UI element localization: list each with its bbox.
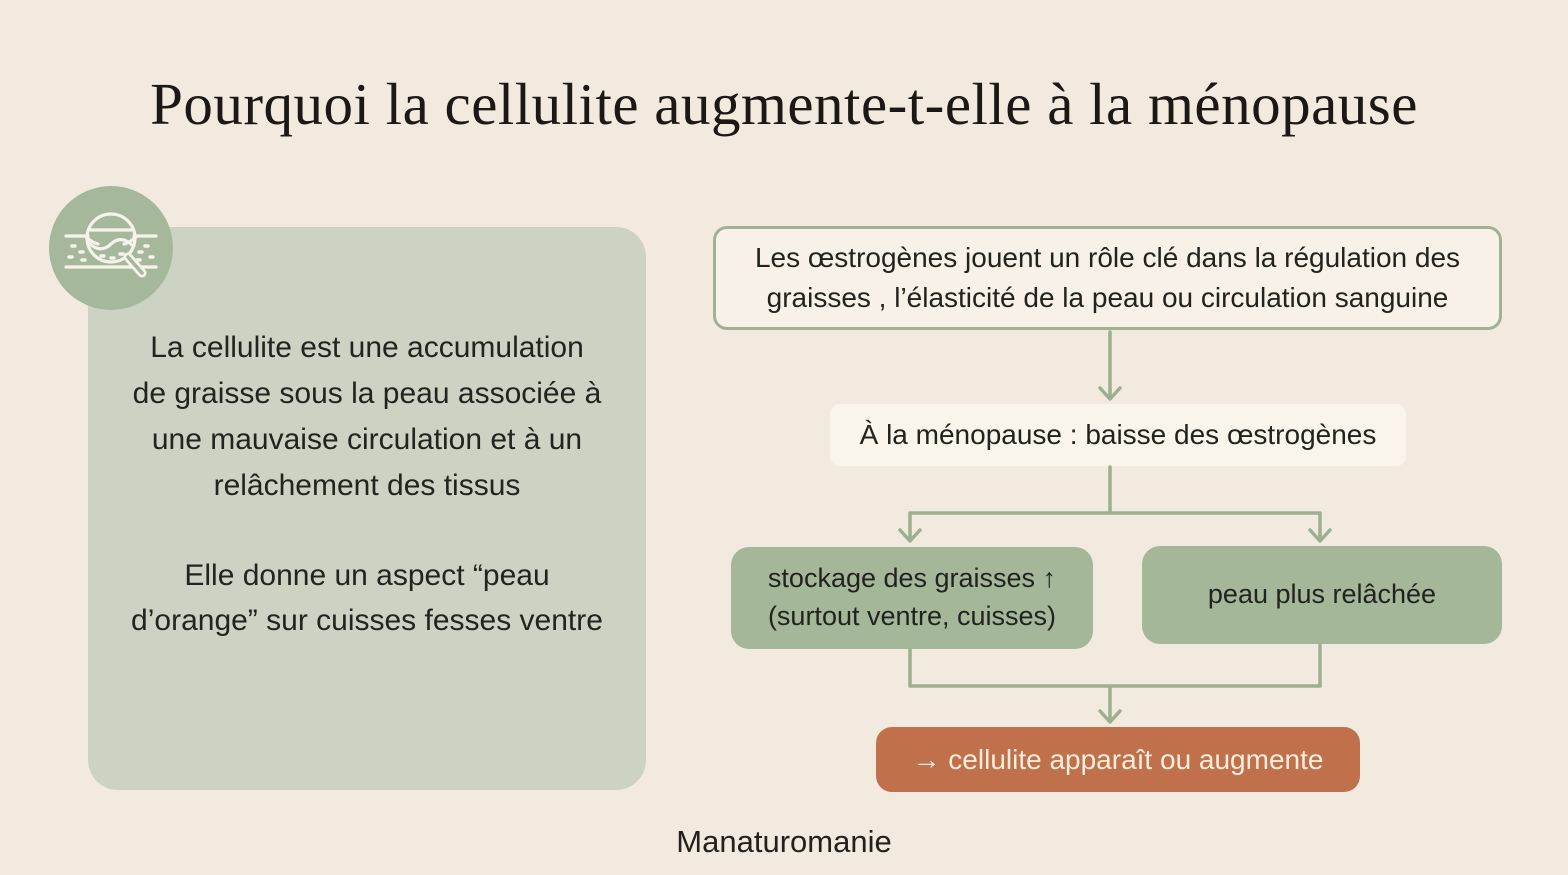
appearance-paragraph: Elle donne un aspect “peau d’orange” sur cuisses fesses ventre <box>131 558 603 638</box>
flow-node-estrogens-text: Les œstrogènes jouent un rôle clé dans la régulation des graisses , l’élasticité de la peau ou circulation sanguine <box>754 242 1461 313</box>
fat-dots <box>69 246 153 260</box>
cellulite-definition-panel <box>88 227 646 790</box>
result-text: → cellulite apparaît ou augmente <box>912 743 1324 775</box>
arrowhead-to-fat-branch <box>900 530 920 541</box>
connector-merge <box>910 645 1320 718</box>
arrowhead-to-result <box>1100 711 1120 722</box>
page-title: Pourquoi la cellulite augmente-t-elle à la ménopause <box>150 71 1418 137</box>
flow-node-menopause-text: À la ménopause : baisse des œstrogènes <box>859 419 1377 450</box>
flow-node-result <box>876 727 1360 792</box>
brand-footer: Manaturomanie <box>676 824 892 859</box>
flow-node-fat-storage <box>731 547 1093 649</box>
skin-magnifier-icon <box>49 186 173 310</box>
flow-node-menopause <box>830 404 1406 466</box>
arrowhead-to-menopause <box>1100 388 1120 399</box>
definition-paragraph: La cellulite est une accumulation de graisse sous la peau associée à une mauvaise circulation et à un relâchement des tissus <box>132 331 602 502</box>
arrowhead-to-skin-branch <box>1310 530 1330 541</box>
flow-node-loose-skin <box>1142 546 1502 644</box>
connector-split <box>910 467 1320 537</box>
loose-skin-text: peau plus relâchée <box>1207 579 1437 610</box>
fat-storage-line1: stockage des graisses ↑ <box>767 563 1057 594</box>
flow-node-estrogens <box>713 226 1502 330</box>
skin-magnifier-art <box>61 198 161 298</box>
fat-storage-line2: (surtout ventre, cuisses) <box>767 601 1057 631</box>
